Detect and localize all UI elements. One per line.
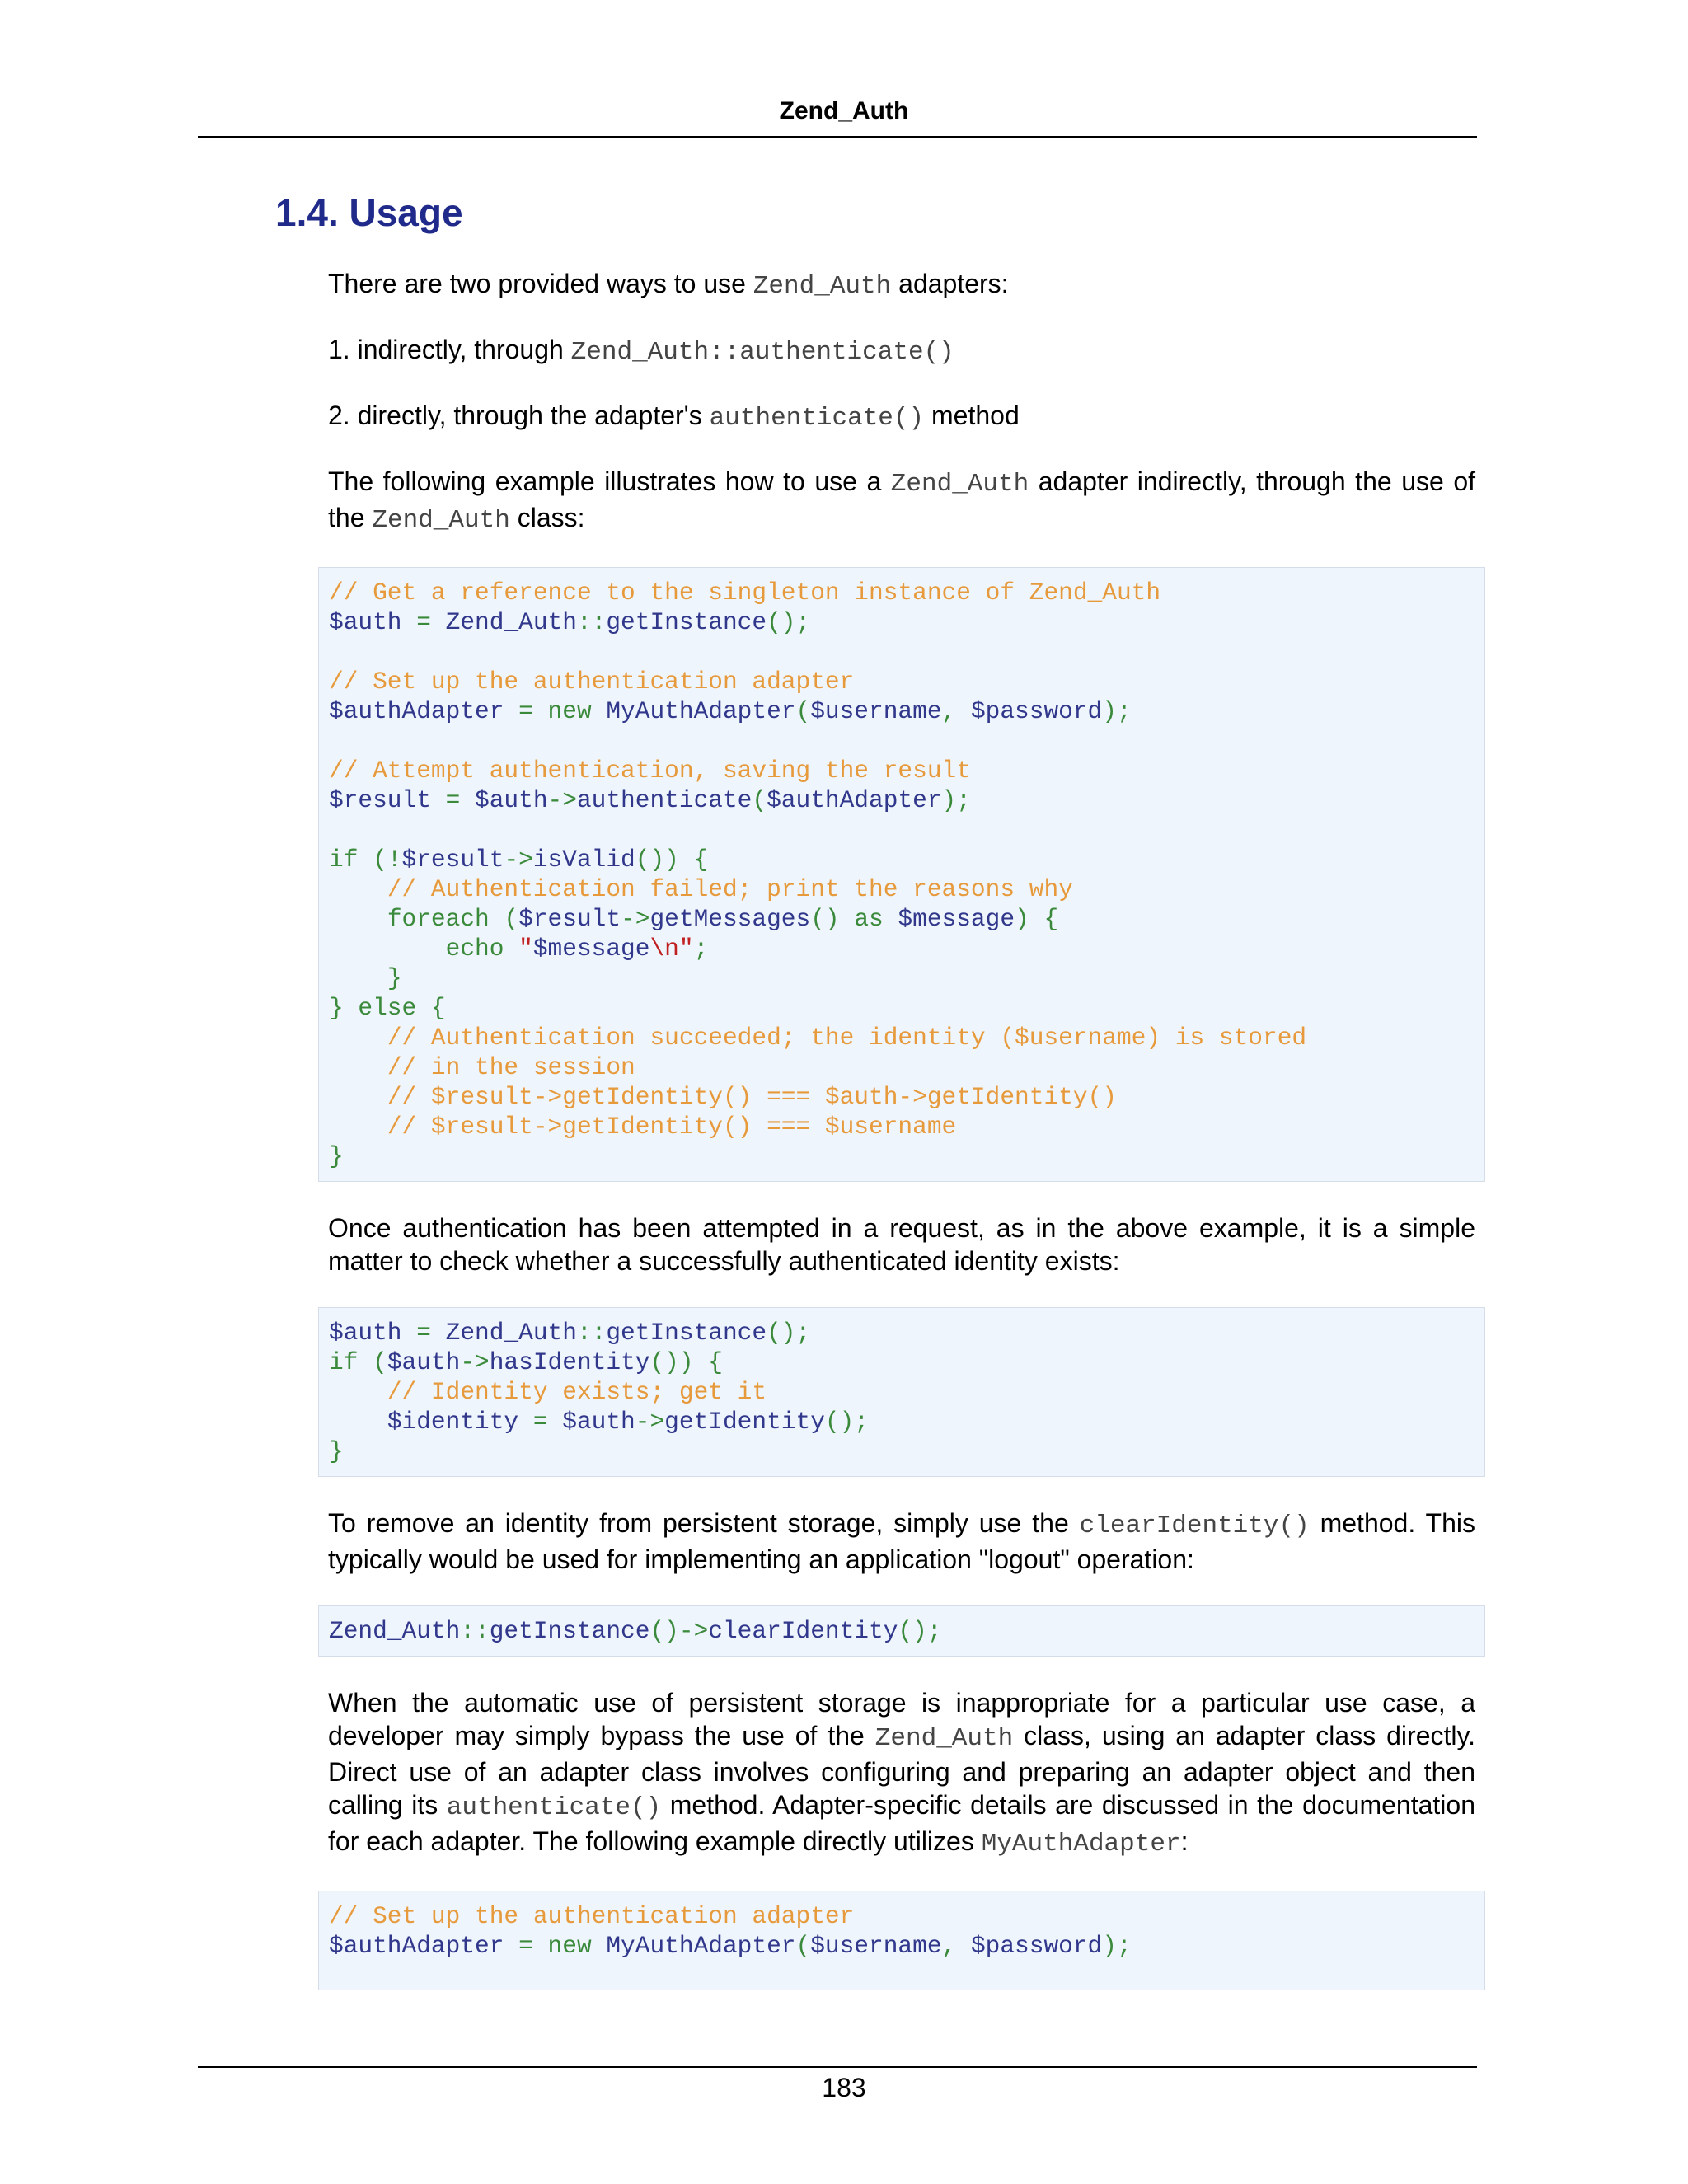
code-block-indirect-auth [318,567,1485,1182]
code-line: // Attempt authentication, saving the result [329,757,971,785]
code-line: } else { [329,994,446,1022]
code-line: // Get a reference to the singleton instance of Zend_Auth [329,579,1161,607]
code-line: // in the session [387,1053,635,1081]
check-identity-paragraph: Once authentication has been attempted in a request, as in the above example, it is a simple matter to check whether a successfully authenticated identity exists: [328,1213,1475,1276]
code-line: // Authentication failed; print the reasons why [387,875,1073,903]
running-header: Zend_Auth [779,97,909,124]
remove-identity-paragraph: To remove an identity from persistent storage, simply use the clearIdentity() method. This typically would be used for implementing an application "logout" operation: [328,1508,1476,1574]
header-rule [198,136,1477,138]
page-content [275,186,1495,2019]
code-line: // Set up the authentication adapter [329,1902,855,1930]
code-line: } [387,964,402,992]
inline-code: MyAuthAdapter [981,1830,1181,1858]
code-line: foreach ($result->getMessages() as $message) { [387,905,1059,933]
page-number: 183 [822,2073,866,2102]
intro-paragraph: There are two provided ways to use Zend_Auth adapters: [328,269,1009,301]
code-line: // $result->getIdentity() === $username [387,1113,957,1141]
inline-code: clearIdentity() [1079,1511,1310,1540]
code-block-has-identity [318,1307,1485,1477]
code-line: // Identity exists; get it [387,1378,767,1406]
direct-usage-paragraph: When the automatic use of persistent storage is inappropriate for a particular use case, a developer may simply bypass the use of the Zend_Auth class, using an adapter class directly. Direct use of an adapter class involves configuring and preparing an adapter object and then calling its authenticate() method. Adapter-specific details are discussed in the documentation for each adapter. The following example directly utilizes MyAuthAdapter: [328,1688,1476,1858]
inline-code: authenticate() [446,1793,662,1822]
code-block-clear-identity [318,1605,1485,1657]
list-item-direct: 2. directly, through the adapter's authenticate() method [328,401,1020,433]
example-intro-paragraph: The following example illustrates how to use a Zend_Auth adapter indirectly, through the use of the Zend_Auth class: [328,466,1476,535]
code-line: $authAdapter = new MyAuthAdapter($username, $password); [329,1932,1132,1960]
code-line: if (!$result->isValid()) { [329,846,709,874]
code-line: } [329,1437,344,1465]
code-line: // Authentication succeeded; the identity ($username) is stored [387,1024,1307,1052]
list-item-indirect: 1. indirectly, through Zend_Auth::authenticate() [328,335,954,367]
inline-code: Zend_Auth [372,506,510,535]
inline-code: authenticate() [709,404,925,433]
code-line: Zend_Auth::getInstance()->clearIdentity(); [329,1617,942,1645]
inline-code: Zend_Auth::authenticate() [570,338,954,367]
code-line: // Set up the authentication adapter [329,668,855,696]
code-line: echo "$message\n"; [445,935,709,963]
footer-rule [198,2066,1477,2068]
code-line: } [329,1142,344,1170]
code-line: $result = $auth->authenticate($authAdapter); [329,786,971,814]
section-title: 1.4. Usage [275,191,463,234]
code-line: // $result->getIdentity() === $auth->getIdentity() [387,1083,1117,1111]
code-line: if ($auth->hasIdentity()) { [329,1348,723,1376]
code-line: $auth = Zend_Auth::getInstance(); [329,608,811,636]
code-block-direct-adapter [318,1891,1485,1990]
code-line: $auth = Zend_Auth::getInstance(); [329,1319,811,1347]
code-line: $identity = $auth->getIdentity(); [387,1408,870,1436]
code-line: $authAdapter = new MyAuthAdapter($username, $password); [329,697,1132,725]
inline-code: Zend_Auth [874,1724,1014,1753]
inline-code: Zend_Auth [890,470,1029,499]
inline-code: Zend_Auth [753,272,892,301]
